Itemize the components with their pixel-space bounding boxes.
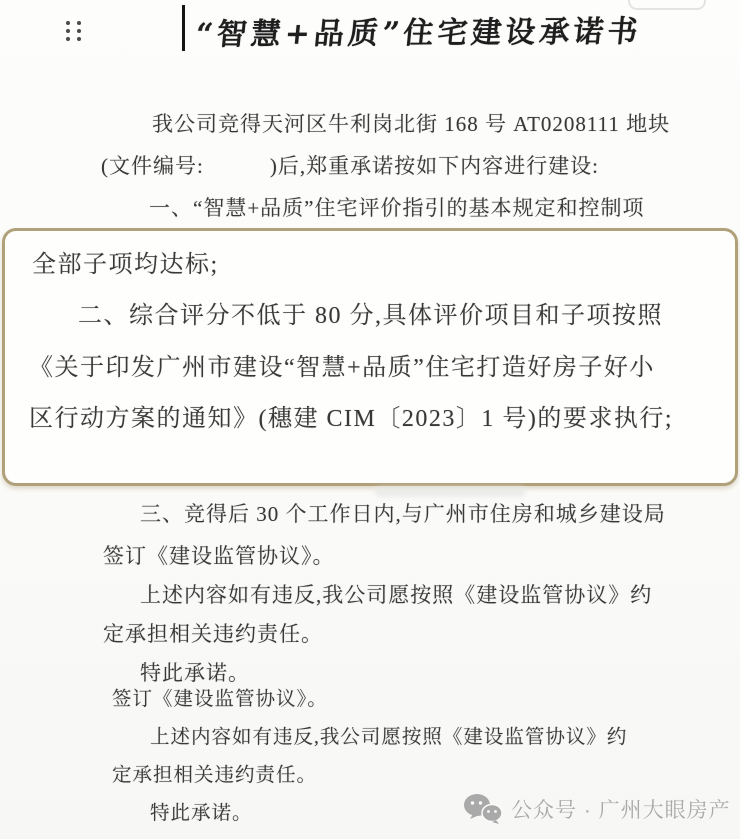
body-line: 签订《建设监管协议》。 bbox=[112, 689, 328, 710]
body-line: 签订《建设监管协议》。 bbox=[103, 544, 335, 568]
body-line: 上述内容如有违反,我公司愿按照《建设监管协议》约 bbox=[150, 727, 628, 748]
photo-smudge-artifact bbox=[375, 487, 525, 497]
body-line: 一、“智慧+品质”住宅评价指引的基本规定和控制项 bbox=[149, 196, 645, 220]
body-line: 三、竞得后 30 个工作日内,与广州市住房和城乡建设局 bbox=[140, 502, 666, 526]
watermark-text: 公众号 · 广州大眼房产 bbox=[511, 799, 731, 822]
highlight-line: 《关于印发广州市建设“智慧+品质”住宅打造好房子好小 bbox=[29, 355, 655, 381]
cropped-ui-artifact bbox=[628, 0, 706, 10]
page-title: “智慧+品质”住宅建设承诺书 bbox=[193, 14, 644, 53]
body-line: 特此承诺。 bbox=[140, 661, 250, 685]
drag-handle-icon bbox=[66, 21, 81, 41]
highlight-line: 二、综合评分不低于 80 分,具体评价项目和子项按照 bbox=[78, 303, 663, 329]
body-line: 特此承诺。 bbox=[150, 803, 253, 824]
body-line: 定承担相关违约责任。 bbox=[103, 622, 323, 646]
body-line: 我公司竞得天河区牛利岗北街 168 号 AT0208111 地块 bbox=[152, 112, 671, 136]
body-line: 定承担相关违约责任。 bbox=[112, 765, 318, 786]
title-divider-bar bbox=[182, 5, 185, 51]
highlight-line: 区行动方案的通知》(穗建 CIM〔2023〕1 号)的要求执行; bbox=[29, 406, 673, 432]
wechat-icon bbox=[463, 793, 503, 825]
body-line: (文件编号: )后,郑重承诺按如下内容进行建设: bbox=[101, 154, 599, 178]
highlight-box bbox=[2, 228, 738, 486]
body-line: 上述内容如有违反,我公司愿按照《建设监管协议》约 bbox=[140, 583, 653, 607]
watermark bbox=[463, 792, 731, 826]
highlight-line: 全部子项均达标; bbox=[32, 252, 219, 278]
